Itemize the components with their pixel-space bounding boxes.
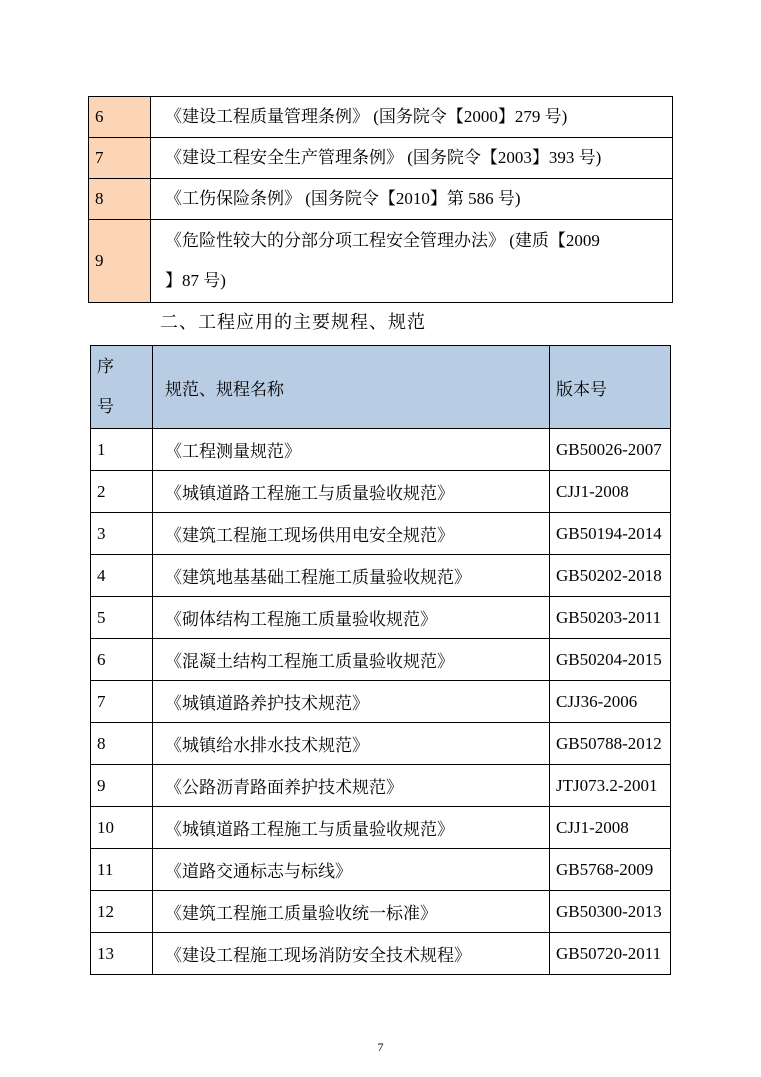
table-row <box>89 179 673 220</box>
table-row <box>91 639 671 681</box>
standard-version: GB50202-2018 <box>550 555 671 597</box>
regulation-name <box>151 220 673 303</box>
table-row <box>91 471 671 513</box>
table-row <box>91 933 671 975</box>
header-name: 规范、规程名称 <box>153 346 550 429</box>
table-row <box>89 97 673 138</box>
table-row <box>91 681 671 723</box>
standard-name: 《城镇道路工程施工与质量验收规范》 <box>153 471 550 513</box>
standard-version: GB5768-2009 <box>550 849 671 891</box>
row-number: 8 <box>89 179 151 220</box>
header-number-line-1: 序 <box>97 357 114 376</box>
row-number: 12 <box>91 891 153 933</box>
standard-name: 《混凝土结构工程施工质量验收规范》 <box>153 639 550 681</box>
row-number: 7 <box>89 138 151 179</box>
regulation-name: 《建设工程安全生产管理条例》 (国务院令【2003】393 号) <box>151 138 673 179</box>
header-number <box>91 346 153 429</box>
table-row <box>91 807 671 849</box>
regulation-name-line-2: 】87 号) <box>165 271 226 290</box>
standard-version: CJJ1-2008 <box>550 807 671 849</box>
table-row <box>91 555 671 597</box>
standard-version: GB50720-2011 <box>550 933 671 975</box>
standard-name: 《工程测量规范》 <box>153 429 550 471</box>
row-number: 10 <box>91 807 153 849</box>
page-number: 7 <box>377 1040 384 1054</box>
regulation-name: 《建设工程质量管理条例》 (国务院令【2000】279 号) <box>151 97 673 138</box>
standard-version: GB50204-2015 <box>550 639 671 681</box>
regulation-name-line-1: 《危险性较大的分部分项工程安全管理办法》 (建质【2009 <box>165 231 600 250</box>
standard-version: GB50788-2012 <box>550 723 671 765</box>
row-number: 6 <box>91 639 153 681</box>
row-number: 5 <box>91 597 153 639</box>
row-number: 11 <box>91 849 153 891</box>
row-number: 13 <box>91 933 153 975</box>
row-number: 4 <box>91 555 153 597</box>
standard-version: GB50203-2011 <box>550 597 671 639</box>
standard-name: 《建筑工程施工现场供用电安全规范》 <box>153 513 550 555</box>
row-number: 6 <box>89 97 151 138</box>
standard-name: 《道路交通标志与标线》 <box>153 849 550 891</box>
standard-version: CJJ1-2008 <box>550 471 671 513</box>
row-number: 9 <box>89 220 151 303</box>
standard-name: 《建设工程施工现场消防安全技术规程》 <box>153 933 550 975</box>
table-row <box>91 513 671 555</box>
row-number: 2 <box>91 471 153 513</box>
standard-name: 《建筑地基基础工程施工质量验收规范》 <box>153 555 550 597</box>
table-row <box>91 429 671 471</box>
table-row <box>91 849 671 891</box>
header-version: 版本号 <box>550 346 671 429</box>
row-number: 9 <box>91 765 153 807</box>
regulation-name: 《工伤保险条例》 (国务院令【2010】第 586 号) <box>151 179 673 220</box>
table-row <box>91 891 671 933</box>
section-heading: 二、工程应用的主要规程、规范 <box>160 312 426 332</box>
standard-version: JTJ073.2-2001 <box>550 765 671 807</box>
standard-name: 《城镇给水排水技术规范》 <box>153 723 550 765</box>
standard-version: CJJ36-2006 <box>550 681 671 723</box>
standard-name: 《城镇道路工程施工与质量验收规范》 <box>153 807 550 849</box>
header-number-line-2: 号 <box>97 397 114 416</box>
table-header-row <box>91 346 671 429</box>
row-number: 8 <box>91 723 153 765</box>
table-row <box>91 723 671 765</box>
row-number: 3 <box>91 513 153 555</box>
standard-version: GB50300-2013 <box>550 891 671 933</box>
standard-name: 《建筑工程施工质量验收统一标准》 <box>153 891 550 933</box>
table-row <box>89 220 673 303</box>
standard-name: 《公路沥青路面养护技术规范》 <box>153 765 550 807</box>
table-row <box>91 597 671 639</box>
regulations-table <box>88 96 673 303</box>
standard-version: GB50026-2007 <box>550 429 671 471</box>
table-row <box>89 138 673 179</box>
row-number: 7 <box>91 681 153 723</box>
standard-version: GB50194-2014 <box>550 513 671 555</box>
table-row <box>91 765 671 807</box>
standard-name: 《砌体结构工程施工质量验收规范》 <box>153 597 550 639</box>
row-number: 1 <box>91 429 153 471</box>
standards-table <box>90 345 671 975</box>
standard-name: 《城镇道路养护技术规范》 <box>153 681 550 723</box>
